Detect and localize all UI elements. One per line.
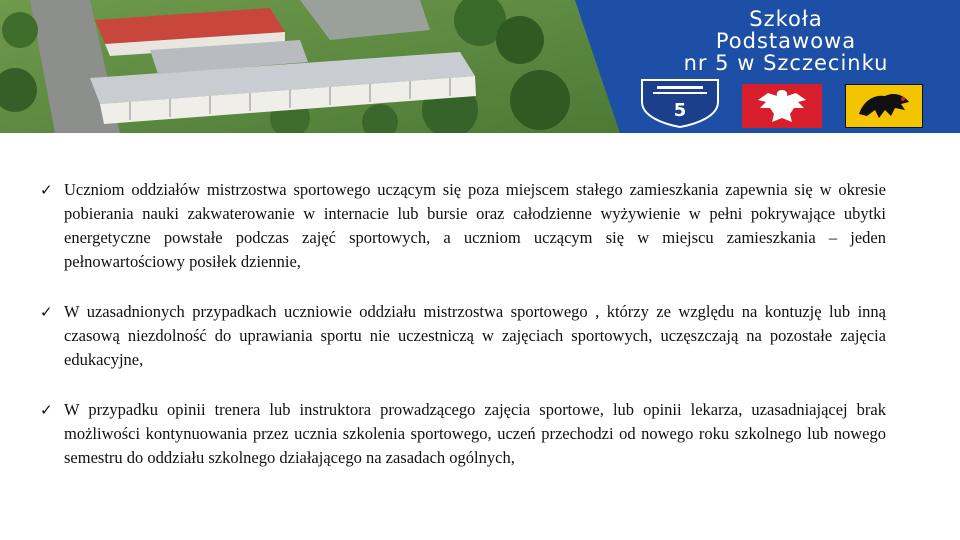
svg-text:5: 5 [673, 100, 687, 121]
bullet-list [40, 178, 886, 470]
list-item [40, 398, 886, 470]
school-title [636, 8, 936, 74]
school-photo [0, 0, 640, 133]
school-badge-icon [637, 78, 723, 128]
list-item-text: W przypadku opinii trenera lub instruktora prowadzącego zajęcia sportowe, lub opinii lekarza, uzasadniającej brak możliwości kontynuowania przez ucznia szkolenia sportowego, uczeń przechodzi od nowego roku szkolnego lub nowego semestru do oddziału szkolnego działającego na zasadach ogólnych, [64, 400, 886, 467]
checkmark-icon: ✓ [40, 401, 53, 419]
school-title-line-1: Szkoła [749, 7, 823, 31]
school-title-line-2: Podstawowa [715, 29, 857, 53]
checkmark-icon: ✓ [40, 181, 53, 199]
list-item-text: Uczniom oddziałów mistrzostwa sportowego uczącym się poza miejscem stałego zamieszkania zapewnia się w okresie pobierania nauki zakwaterowanie w internacie lub bursie oraz całodzienne wyżywienie w pełni pokrywające ubytki energetyczne powstałe podczas zajęć sportowych, a uczniom uczącym się w miejscu zamieszkania – jeden pełnowartościowy posiłek dziennie, [64, 180, 886, 271]
coat-of-arms-icon [845, 84, 923, 128]
list-item [40, 178, 886, 274]
header-banner [0, 0, 960, 133]
school-title-line-3: nr 5 w Szczecinku [683, 51, 889, 75]
list-item [40, 300, 886, 372]
checkmark-icon: ✓ [40, 303, 53, 321]
list-item-text: W uzasadnionych przypadkach uczniowie oddziału mistrzostwa sportowego , którzy ze względu na kontuzję lub inną czasową niezdolność do uprawiania sportu nie uczestniczą w zajęciach sportowych, uczęszczają na pozostałe zajęcia edukacyjne, [64, 302, 886, 369]
polish-eagle-icon [742, 84, 822, 128]
